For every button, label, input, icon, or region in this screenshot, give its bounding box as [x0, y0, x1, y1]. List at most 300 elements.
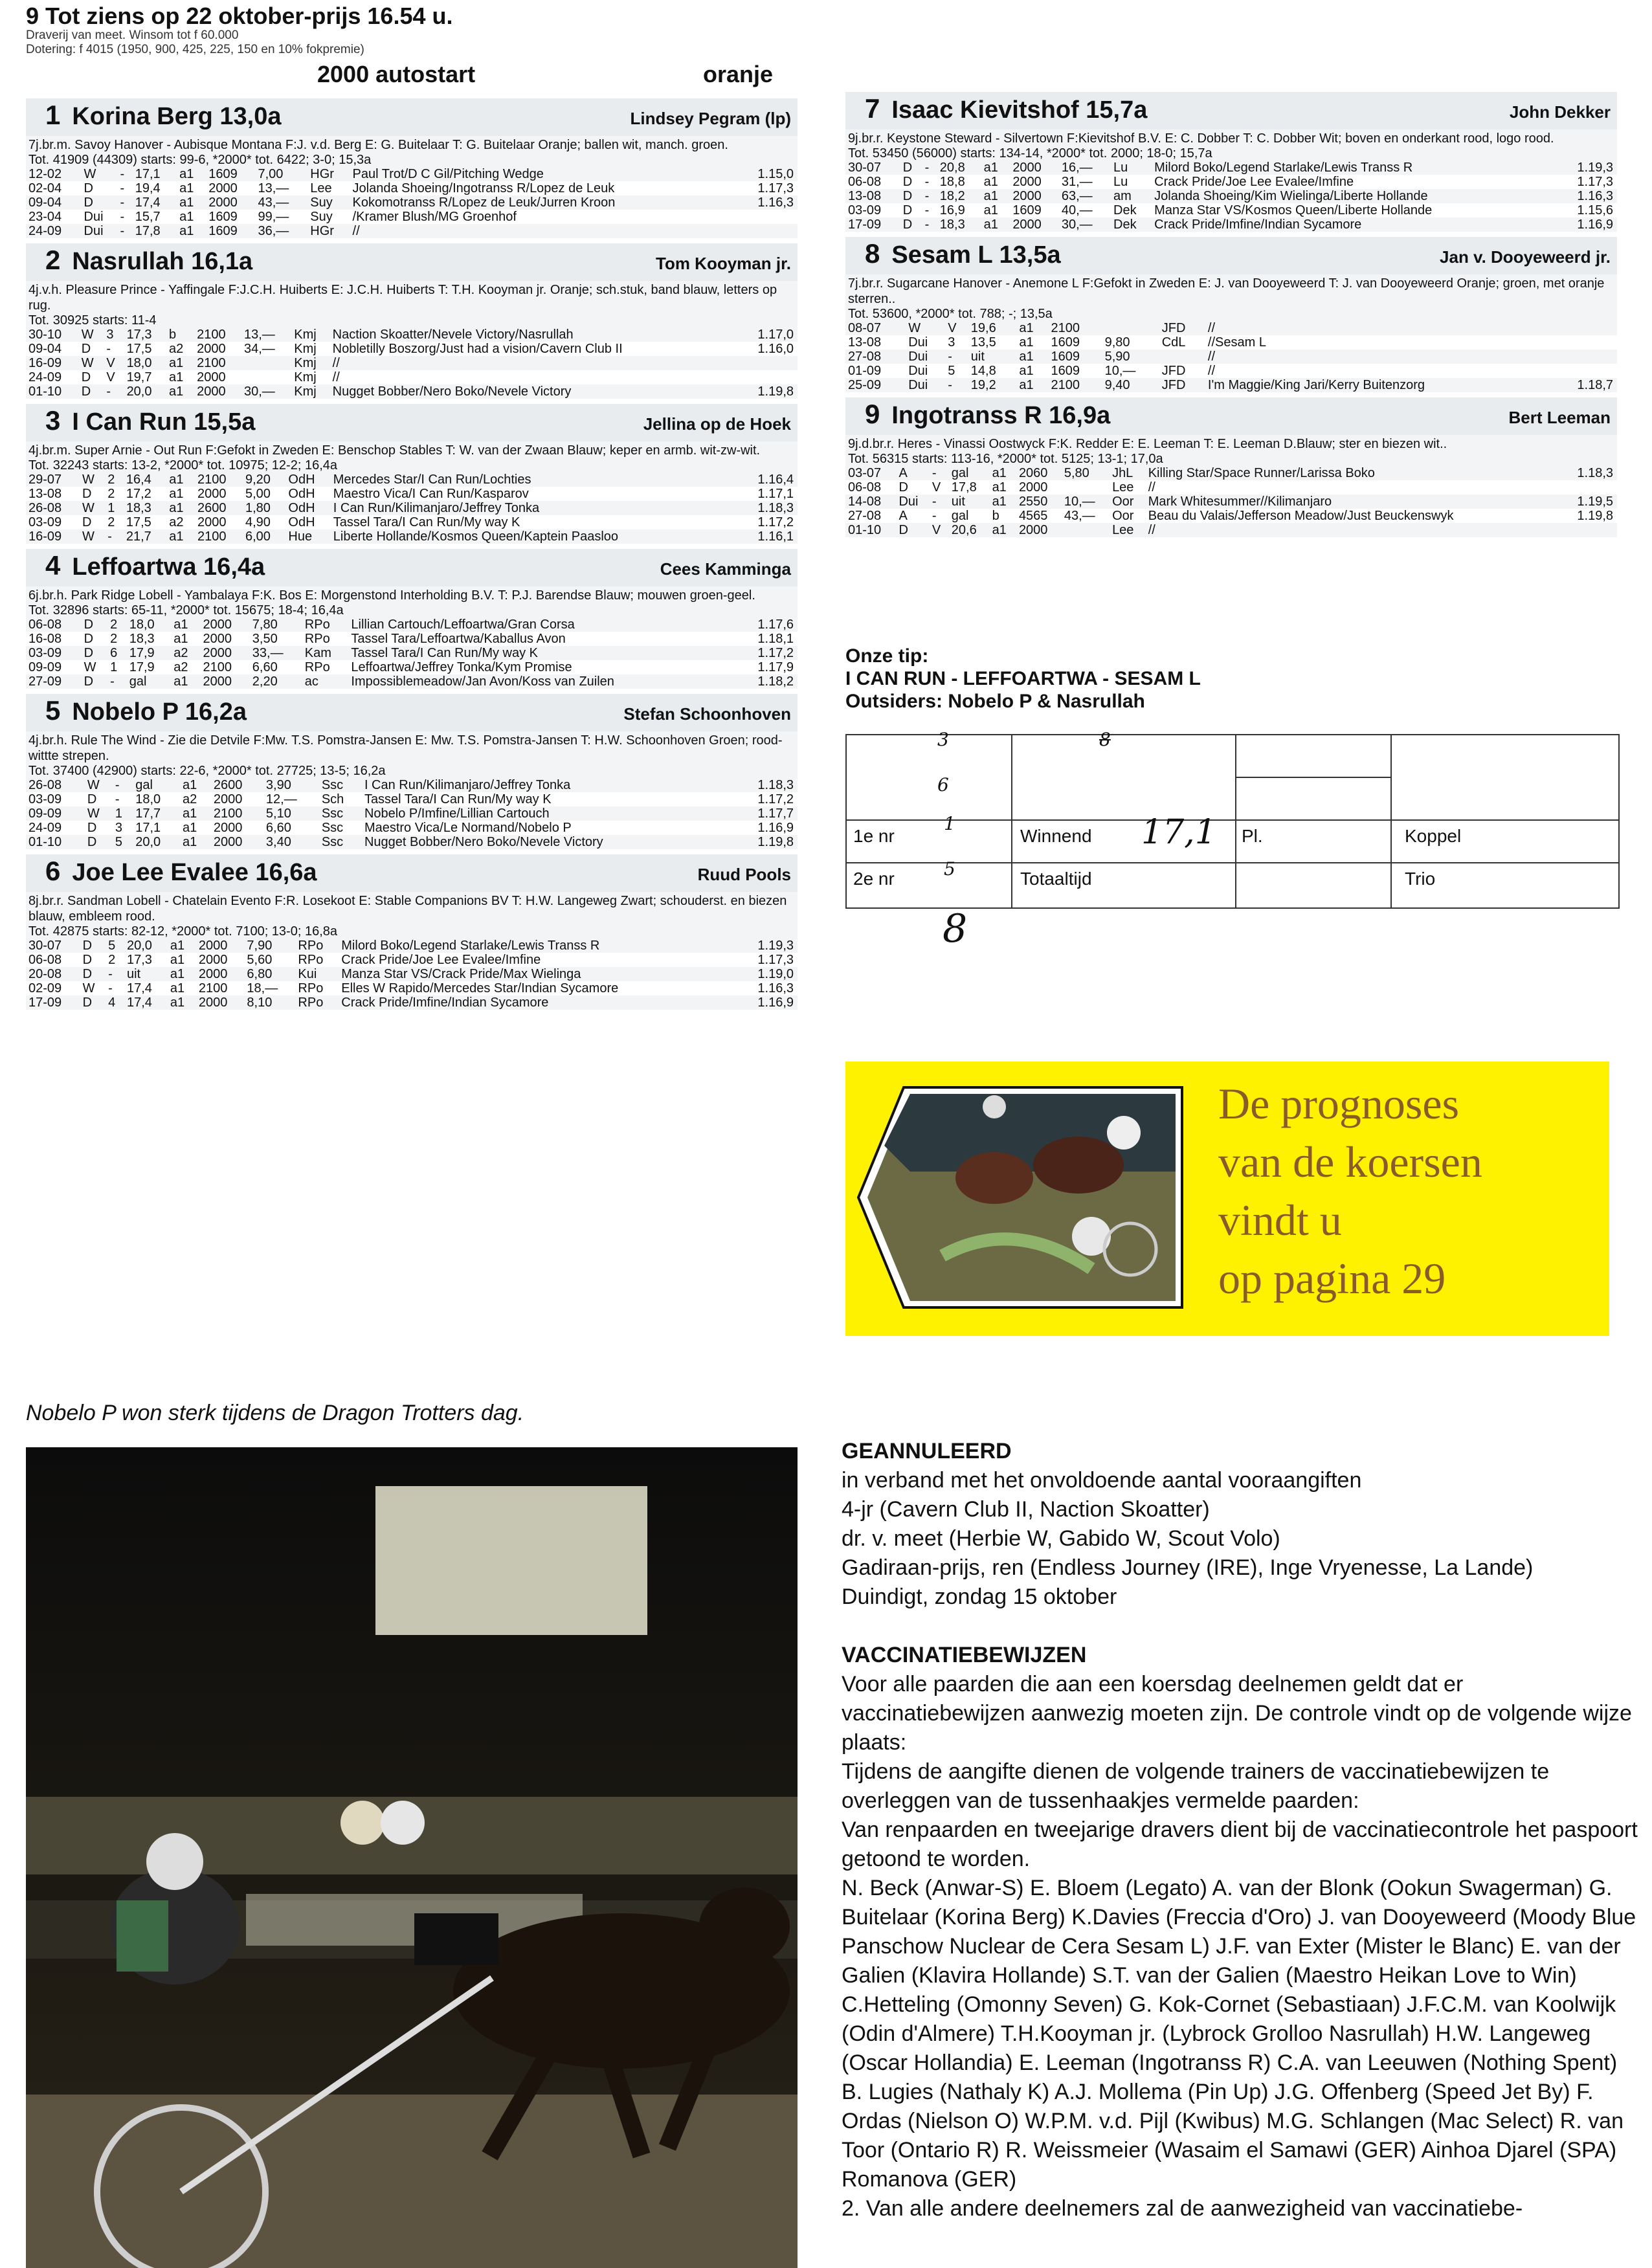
- table-cell: 2100: [197, 356, 226, 370]
- table-cell: Naction Skoatter/Nevele Victory/Nasrullah: [332, 328, 574, 342]
- table-cell: D: [82, 953, 93, 967]
- table-row: [26, 529, 798, 544]
- table-cell: a1: [1019, 335, 1034, 350]
- table-cell: 13,—: [258, 181, 289, 195]
- table-cell: 1.19,3: [1577, 161, 1613, 175]
- table-cell: 5,00: [245, 487, 271, 501]
- betting-form: [845, 729, 1620, 909]
- entry-number: 9: [865, 399, 880, 429]
- table-cell: a1: [992, 466, 1007, 480]
- table-cell: D: [902, 175, 913, 189]
- race-start-type: 2000 autostart: [317, 61, 476, 87]
- horse-pedigree: 7j.br.r. Sugarcane Hanover - Anemone L F:Gefokt in Zweden E: J. van Dooyeweerd T: J. van Dooyeweerd Oranje; groen, met oranje sterren..: [845, 274, 1617, 307]
- table-cell: 2000: [197, 342, 226, 356]
- table-cell: -: [110, 674, 115, 689]
- table-cell: Ssc: [321, 778, 344, 792]
- table-cell: gal: [129, 674, 147, 689]
- table-cell: 13-08: [28, 487, 62, 501]
- table-cell: 1.18,2: [757, 674, 794, 689]
- table-cell: 09-04: [28, 342, 62, 356]
- table-cell: 19,4: [135, 181, 161, 195]
- table-cell: 6,00: [245, 529, 271, 544]
- table-cell: 2000: [1012, 175, 1042, 189]
- table-cell: -: [932, 495, 937, 509]
- horse-name: Sesam L 13,5a: [891, 241, 1061, 269]
- table-cell: 7,80: [252, 617, 278, 632]
- table-cell: 16-08: [28, 632, 62, 646]
- table-cell: Tassel Tara/I Can Run/My way K: [333, 515, 520, 529]
- table-cell: 2000: [197, 384, 226, 399]
- table-cell: -: [924, 189, 930, 203]
- table-cell: D: [82, 967, 93, 981]
- table-cell: Lee: [310, 181, 332, 195]
- table-row: [26, 939, 798, 953]
- table-cell: 10,—: [1064, 495, 1095, 509]
- table-cell: W: [82, 981, 95, 995]
- table-cell: D: [87, 821, 97, 835]
- table-cell: //: [1148, 523, 1155, 537]
- harness-racing-photo: [845, 1062, 1208, 1336]
- table-row: [845, 217, 1617, 232]
- cancel-line: Gadiraan-prijs, ren (Endless Journey (IRE), Inge Vryenesse, La Lande): [842, 1555, 1534, 1580]
- horse-name: Ingotranss R 16,9a: [891, 402, 1111, 429]
- table-cell: 4565: [1018, 509, 1048, 523]
- table-cell: CdL: [1161, 335, 1186, 350]
- form-label-totaaltijd: Totaaltijd: [1020, 869, 1092, 889]
- table-row: [26, 835, 798, 849]
- table-cell: D: [84, 674, 94, 689]
- entry-header: [26, 404, 798, 441]
- horse-pedigree: 4j.br.h. Rule The Wind - Zie die Detvile F:Mw. T.S. Pomstra-Jansen E: Mw. T.S. Pomstra-Jansen T: H.W. Schoonhoven Groen; rood-wittte strepen.: [26, 731, 798, 764]
- horse-entry: [26, 243, 798, 399]
- table-cell: 2100: [198, 981, 228, 995]
- table-cell: //: [1207, 321, 1216, 335]
- table-cell: 19,6: [970, 321, 996, 335]
- table-cell: /Kramer Blush/MG Groenhof: [352, 210, 517, 224]
- table-cell: 1.17,2: [757, 515, 794, 529]
- table-cell: -: [106, 342, 111, 356]
- table-cell: 99,—: [258, 210, 289, 224]
- table-cell: 20,0: [135, 835, 161, 849]
- table-cell: 1.19,0: [757, 967, 794, 981]
- table-cell: 10,—: [1104, 364, 1136, 378]
- table-cell: 1.16,3: [757, 195, 794, 210]
- table-cell: 2000: [197, 515, 227, 529]
- table-cell: a1: [182, 821, 197, 835]
- table-cell: ac: [304, 674, 318, 689]
- table-cell: 2600: [197, 501, 227, 515]
- table-cell: a1: [1019, 364, 1034, 378]
- table-cell: [1546, 364, 1617, 378]
- table-cell: 1.19,3: [757, 939, 794, 953]
- banner-line: van de koersen: [1218, 1137, 1482, 1186]
- table-cell: Kmj: [294, 370, 317, 384]
- table-cell: -: [948, 350, 952, 364]
- table-cell: 18,0: [135, 792, 161, 806]
- table-cell: 1.17,3: [1577, 175, 1613, 189]
- table-cell: D: [902, 203, 913, 217]
- table-cell: 1609: [208, 224, 238, 238]
- table-cell: [1062, 480, 1110, 495]
- table-cell: RPo: [298, 939, 324, 953]
- table-cell: 2100: [197, 529, 227, 544]
- table-cell: a1: [182, 835, 197, 849]
- table-cell: uit: [970, 350, 985, 364]
- table-cell: 17,4: [126, 981, 152, 995]
- table-cell: 1.16,1: [757, 529, 794, 544]
- driver-name: Jellina op de Hoek: [643, 414, 791, 434]
- table-cell: Ssc: [321, 821, 344, 835]
- entry-header: [845, 397, 1617, 435]
- table-cell: a1: [179, 210, 194, 224]
- table-cell: W: [82, 529, 95, 544]
- prognoses-text: [1218, 1074, 1482, 1307]
- table-cell: 30-07: [28, 939, 62, 953]
- table-cell: a1: [173, 632, 188, 646]
- table-cell: 5: [108, 939, 116, 953]
- table-cell: W: [81, 356, 94, 370]
- table-cell: 16,9: [939, 203, 965, 217]
- horse-pedigree: 8j.br.r. Sandman Lobell - Chatelain Evento F:R. Losekoot E: Stable Companions BV T: H.W. Langeweg Zwart; schouderst. en biezen blauw, embleem rood.: [26, 892, 798, 924]
- table-cell: Milord Boko/Legend Starlake/Lewis Transs R: [341, 939, 600, 953]
- table-cell: 9,40: [1104, 378, 1130, 392]
- table-cell: 03-09: [28, 515, 62, 529]
- table-cell: [1102, 321, 1159, 335]
- table-cell: 2000: [203, 674, 232, 689]
- table-cell: 12,—: [265, 792, 297, 806]
- table-cell: 1609: [1051, 364, 1080, 378]
- table-cell: D: [82, 515, 92, 529]
- handwritten-number: 3: [937, 729, 949, 750]
- table-cell: D: [81, 342, 91, 356]
- table-cell: -: [120, 167, 125, 181]
- form-label-pl: Pl.: [1242, 826, 1263, 846]
- entry-number: 7: [865, 93, 880, 124]
- horse-stats: Tot. 42875 starts: 82-12, *2000* tot. 7100; 13-0; 16,8a: [26, 924, 798, 939]
- table-row: [845, 175, 1617, 189]
- table-row: [26, 342, 798, 356]
- table-cell: 2: [107, 472, 115, 487]
- table-cell: 4,90: [245, 515, 271, 529]
- table-cell: 43,—: [1064, 509, 1095, 523]
- table-cell: Oor: [1112, 495, 1134, 509]
- table-row: [845, 509, 1617, 523]
- table-cell: D: [82, 939, 93, 953]
- entry-header: [26, 854, 798, 892]
- table-cell: Kui: [298, 967, 317, 981]
- table-cell: JFD: [1161, 378, 1186, 392]
- table-cell: 09-09: [28, 806, 62, 821]
- horse-entry: [26, 404, 798, 544]
- table-cell: 2000: [203, 632, 232, 646]
- form-label-koppel: Koppel: [1405, 826, 1462, 846]
- table-cell: 1609: [1051, 335, 1080, 350]
- table-cell: 2100: [197, 472, 227, 487]
- entry-header: [26, 549, 798, 586]
- table-cell: JFD: [1161, 364, 1186, 378]
- table-cell: 06-08: [848, 480, 882, 495]
- table-cell: Ssc: [321, 806, 344, 821]
- table-cell: a1: [168, 356, 184, 370]
- table-cell: 2100: [213, 806, 243, 821]
- table-cell: Lu: [1113, 175, 1128, 189]
- table-cell: 2000: [197, 487, 227, 501]
- table-cell: 2000: [197, 370, 226, 384]
- table-row: [26, 472, 798, 487]
- entries-left-column: [26, 98, 798, 1015]
- table-cell: 2000: [208, 181, 238, 195]
- table-row: [26, 995, 798, 1010]
- table-cell: gal: [951, 466, 969, 480]
- table-cell: 63,—: [1061, 189, 1093, 203]
- table-cell: 19,2: [970, 378, 996, 392]
- table-cell: RPo: [298, 995, 324, 1010]
- table-cell: Tassel Tara/Leffoartwa/Kaballus Avon: [351, 632, 566, 646]
- horse-name: I Can Run 15,5a: [72, 408, 256, 436]
- table-cell: Paul Trot/D C Gil/Pitching Wedge: [352, 167, 544, 181]
- table-cell: 21,7: [126, 529, 151, 544]
- form-label-2e-nr: 2e nr: [853, 869, 895, 889]
- banner-line: vindt u: [1218, 1195, 1342, 1245]
- table-cell: -: [924, 161, 930, 175]
- table-cell: W: [908, 321, 921, 335]
- table-cell: 6,60: [265, 821, 291, 835]
- table-cell: Dui: [908, 364, 928, 378]
- table-cell: Dui: [899, 495, 919, 509]
- table-cell: Lee: [1112, 480, 1134, 495]
- table-cell: 4: [108, 995, 116, 1010]
- table-cell: 2: [107, 487, 115, 501]
- table-cell: W: [87, 778, 100, 792]
- table-cell: HGr: [310, 167, 334, 181]
- table-cell: a1: [983, 161, 998, 175]
- table-cell: Kmj: [294, 342, 317, 356]
- table-cell: Manza Star VS/Crack Pride/Max Wielinga: [341, 967, 581, 981]
- table-cell: gal: [135, 778, 153, 792]
- table-cell: a1: [170, 939, 185, 953]
- table-row: [26, 821, 798, 835]
- table-cell: 30,—: [1061, 217, 1093, 232]
- table-cell: 1.17,3: [757, 953, 794, 967]
- table-cell: 13-08: [848, 335, 882, 350]
- table-row: [26, 487, 798, 501]
- table-cell: 20-08: [28, 967, 62, 981]
- table-cell: D: [84, 181, 93, 195]
- table-cell: 2060: [1018, 466, 1048, 480]
- table-cell: a1: [983, 217, 998, 232]
- table-cell: 1.16,9: [757, 821, 794, 835]
- table-cell: 2000: [213, 835, 243, 849]
- table-cell: 3,50: [252, 632, 278, 646]
- driver-name: Tom Kooyman jr.: [656, 254, 791, 273]
- table-cell: W: [84, 167, 96, 181]
- vaccination-paragraph: 2. Van alle andere deelnemers zal de aanwezigheid van vaccinatiebe-: [842, 2196, 1523, 2221]
- table-cell: 34,—: [243, 342, 275, 356]
- table-cell: D: [81, 384, 91, 399]
- table-cell: 01-10: [28, 835, 62, 849]
- table-cell: 2000: [1012, 217, 1042, 232]
- table-cell: W: [82, 472, 95, 487]
- table-cell: 18,0: [129, 617, 155, 632]
- table-row: [26, 967, 798, 981]
- table-cell: uit: [126, 967, 141, 981]
- table-cell: [241, 370, 291, 384]
- past-performance-table: [26, 939, 798, 1010]
- table-cell: 1: [115, 806, 122, 821]
- table-cell: a1: [170, 967, 185, 981]
- table-cell: 29-07: [28, 472, 62, 487]
- table-cell: 1.16,3: [757, 981, 794, 995]
- table-cell: 26-08: [28, 501, 62, 515]
- race-photo: [26, 1447, 798, 2268]
- table-cell: 1: [107, 501, 115, 515]
- table-cell: 08-07: [848, 321, 882, 335]
- horse-entry: [26, 854, 798, 1010]
- table-cell: 20,0: [126, 384, 152, 399]
- form-divider: [1390, 735, 1392, 907]
- table-row: [26, 632, 798, 646]
- table-cell: 06-08: [28, 617, 62, 632]
- tip-outsiders: Outsiders: Nobelo P & Nasrullah: [845, 691, 1145, 712]
- table-cell: I Can Run/Kilimanjaro/Jeffrey Tonka: [333, 501, 540, 515]
- table-cell: 06-08: [848, 175, 882, 189]
- table-cell: 03-07: [848, 466, 882, 480]
- table-cell: 1.19,8: [757, 384, 794, 399]
- table-cell: Lu: [1113, 161, 1128, 175]
- table-cell: a1: [179, 224, 194, 238]
- table-cell: Kam: [304, 646, 331, 660]
- table-cell: 17,1: [135, 167, 161, 181]
- table-cell: Nugget Bobber/Nero Boko/Nevele Victory: [364, 835, 603, 849]
- table-cell: a2: [169, 515, 184, 529]
- table-cell: 2000: [198, 967, 228, 981]
- table-row: [26, 224, 798, 238]
- entry-number: 2: [45, 245, 61, 275]
- table-cell: 1.16,4: [757, 472, 794, 487]
- table-cell: -: [924, 217, 930, 232]
- table-cell: Mark Whitesummer//Kilimanjaro: [1148, 495, 1332, 509]
- table-cell: 24-09: [28, 821, 62, 835]
- entry-number: 8: [865, 238, 880, 269]
- driver-name: John Dekker: [1509, 102, 1611, 122]
- table-row: [26, 356, 798, 370]
- table-cell: JFD: [1161, 321, 1186, 335]
- table-cell: 17,5: [126, 342, 152, 356]
- table-cell: 30-07: [848, 161, 882, 175]
- table-row: [26, 501, 798, 515]
- table-cell: 03-09: [28, 792, 62, 806]
- notices-column: [842, 1437, 1638, 2223]
- table-cell: 13-08: [848, 189, 882, 203]
- past-performance-table: [26, 167, 798, 238]
- table-cell: -: [932, 466, 937, 480]
- driver-name: Bert Leeman: [1508, 408, 1611, 427]
- table-cell: 17,8: [135, 224, 161, 238]
- table-cell: HGr: [310, 224, 334, 238]
- tip-picks: I CAN RUN - LEFFOARTWA - SESAM L: [845, 668, 1201, 689]
- table-cell: 25-09: [848, 378, 882, 392]
- past-performance-table: [26, 328, 798, 399]
- table-cell: a1: [170, 995, 185, 1010]
- entry-number: 4: [45, 550, 61, 581]
- table-cell: //: [332, 370, 340, 384]
- table-cell: Dek: [1113, 217, 1137, 232]
- table-row: [26, 981, 798, 995]
- race-prizes: Dotering: f 4015 (1950, 900, 425, 225, 150 en 10% fokpremie): [26, 43, 364, 56]
- table-cell: a1: [170, 981, 185, 995]
- vaccination-paragraph: Tijdens de aangifte dienen de volgende trainers de vaccinatiebewijzen te overleggen van de tussenhaakjes vermelde paarden:: [842, 1759, 1550, 1813]
- table-cell: RPo: [298, 981, 324, 995]
- table-cell: Kmj: [294, 356, 317, 370]
- table-cell: 6,60: [252, 660, 278, 674]
- table-cell: OdH: [288, 501, 315, 515]
- table-cell: 2000: [198, 953, 228, 967]
- table-cell: -: [106, 384, 111, 399]
- race-color: oranje: [703, 61, 774, 87]
- race-conditions: [26, 28, 364, 57]
- table-cell: 1.18,3: [757, 778, 794, 792]
- table-cell: 2000: [198, 995, 228, 1010]
- past-performance-table: [845, 321, 1617, 392]
- table-cell: 2100: [1051, 378, 1080, 392]
- table-row: [26, 953, 798, 967]
- table-cell: 40,—: [1061, 203, 1093, 217]
- table-cell: Dui: [84, 210, 104, 224]
- table-cell: 1.17,0: [757, 328, 794, 342]
- entry-header: [26, 694, 798, 731]
- table-cell: 1.18,7: [1577, 378, 1613, 392]
- table-cell: RPo: [304, 660, 330, 674]
- table-cell: 2000: [198, 939, 228, 953]
- table-cell: Lee: [1112, 523, 1134, 537]
- table-cell: 03-09: [848, 203, 882, 217]
- form-label-winnend: Winnend: [1020, 826, 1092, 846]
- table-cell: 3,90: [265, 778, 291, 792]
- table-cell: 2100: [1051, 321, 1080, 335]
- table-cell: 5,90: [1104, 350, 1130, 364]
- table-cell: W: [84, 660, 96, 674]
- table-cell: 18,3: [126, 501, 151, 515]
- cancel-lines: [842, 1466, 1638, 1612]
- horse-pedigree: 6j.br.h. Park Ridge Lobell - Yambalaya F:K. Bos E: Morgenstond Interholding B.V. T: P.J. Barendse Blauw; mouwen groen-geel.: [26, 586, 798, 603]
- table-cell: 16-09: [28, 529, 62, 544]
- table-cell: Crack Pride/Joe Lee Evalee/Imfine: [341, 953, 541, 967]
- table-cell: 1.16,9: [757, 995, 794, 1010]
- table-cell: 1.18,1: [757, 632, 794, 646]
- table-cell: Kmj: [294, 328, 317, 342]
- table-cell: 7,90: [247, 939, 273, 953]
- table-cell: 30,—: [243, 384, 275, 399]
- table-cell: 3: [106, 328, 114, 342]
- table-cell: Dui: [908, 335, 928, 350]
- table-cell: 2000: [208, 195, 238, 210]
- table-cell: 17-09: [28, 995, 62, 1010]
- horse-stats: Tot. 32896 starts: 65-11, *2000* tot. 15675; 18-4; 16,4a: [26, 603, 798, 617]
- vaccination-heading: VACCINATIEBEWIJZEN: [842, 1643, 1087, 1667]
- table-cell: 2600: [213, 778, 243, 792]
- cancel-line: 4-jr (Cavern Club II, Naction Skoatter): [842, 1497, 1210, 1522]
- table-cell: 14-08: [848, 495, 882, 509]
- table-cell: 33,—: [252, 646, 284, 660]
- table-cell: 17,3: [126, 328, 152, 342]
- table-cell: 1.17,9: [757, 660, 794, 674]
- table-cell: 01-10: [848, 523, 882, 537]
- table-cell: -: [115, 792, 120, 806]
- table-cell: Nobletilly Boszorg/Just had a vision/Cavern Club II: [332, 342, 623, 356]
- table-row: [26, 181, 798, 195]
- horse-stats: Tot. 37400 (42900) starts: 22-6, *2000* tot. 27725; 13-5; 16,2a: [26, 764, 798, 778]
- table-cell: Impossiblemeadow/Jan Avon/Koss van Zuilen: [351, 674, 614, 689]
